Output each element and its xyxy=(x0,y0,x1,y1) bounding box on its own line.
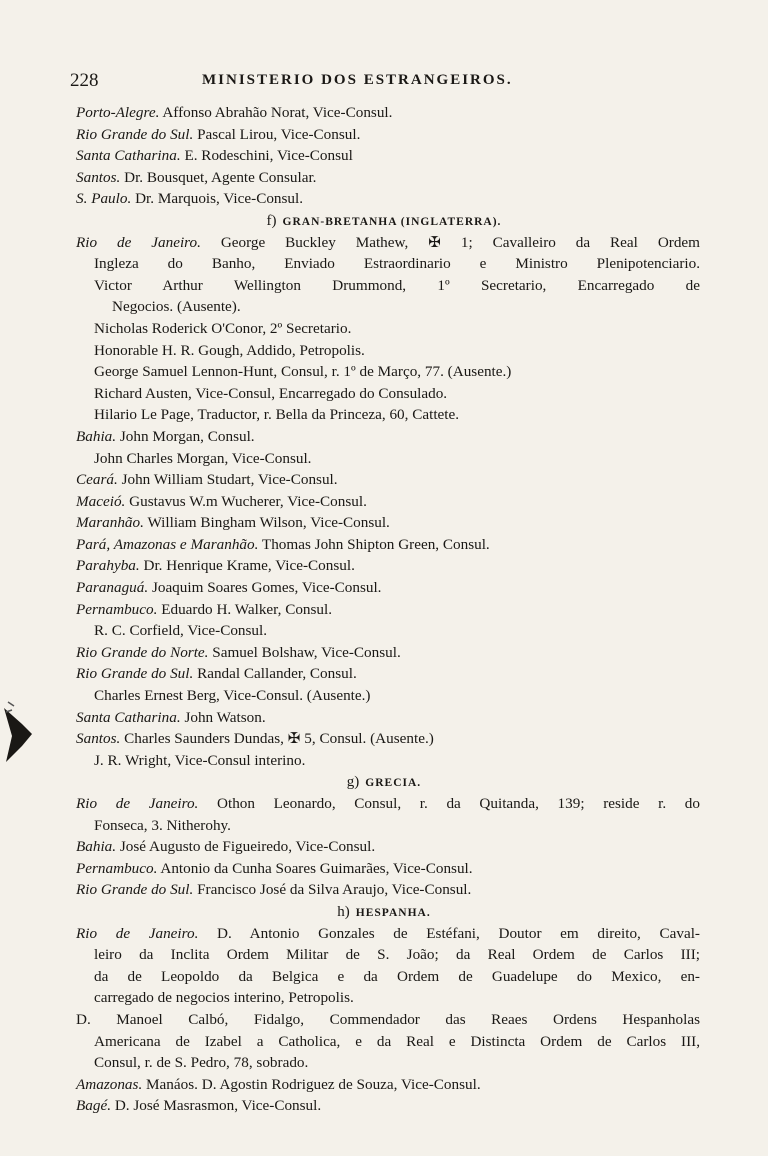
page-body xyxy=(0,102,768,1117)
entry-line xyxy=(0,124,768,146)
continuation-line xyxy=(0,750,768,772)
entry-text: Eduardo H. Walker, Consul. xyxy=(157,600,333,618)
place-name: Rio de Janeiro. xyxy=(76,795,199,812)
place-name: S. Paulo. xyxy=(76,190,132,208)
place-name: Bahia. xyxy=(76,427,117,445)
entry-text: D. Manoel Calbó, Fidalgo, Commendador das Reaes Ordens Hespanholas xyxy=(76,1010,700,1028)
place-name: Paranaguá. xyxy=(76,579,149,597)
entry-text: Negocios. (Ausente). xyxy=(112,298,241,316)
entry-text: D. Antonio Gonzales de Estéfani, Doutor em direito, Caval- xyxy=(198,924,700,942)
entry-text: Charles Ernest Berg, Vice-Consul. (Ausente.) xyxy=(94,687,371,705)
entry-text: Hilario Le Page, Traductor, r. Bella da Princeza, 60, Cattete. xyxy=(94,406,460,424)
entry-line xyxy=(0,491,768,513)
entry-text: E. Rodeschini, Vice-Consul xyxy=(180,147,353,165)
entry-line xyxy=(0,879,768,901)
place-name: Santos. xyxy=(76,730,121,748)
place-name: Pernambuco. xyxy=(76,600,158,618)
place-name: Rio Grande do Norte. xyxy=(76,643,209,661)
entry-text: Joaquim Soares Gomes, Vice-Consul. xyxy=(148,579,382,597)
entry-text: Nicholas Roderick O'Conor, 2º Secretario. xyxy=(94,319,352,337)
entry-line xyxy=(0,1074,768,1096)
place-name: Rio de Janeiro. xyxy=(76,233,201,251)
entry-line xyxy=(0,728,768,750)
entry-line xyxy=(0,555,768,577)
continuation-line xyxy=(0,318,768,340)
continuation-line xyxy=(0,253,700,275)
continuation-line xyxy=(0,340,768,362)
section-title: GRAN-BRETANHA (INGLATERRA). xyxy=(282,215,502,228)
place-name: Rio Grande do Sul. xyxy=(76,665,194,683)
place-name: Bahia. xyxy=(76,838,117,856)
entry-line xyxy=(0,469,768,491)
entry-text: Victor Arthur Wellington Drummond, 1º Secretario, Encarregado de xyxy=(94,276,700,294)
place-name: Amazonas. xyxy=(76,1075,143,1093)
entry-line xyxy=(0,534,768,556)
section-heading xyxy=(0,210,768,232)
entry-text: Consul, r. de S. Pedro, 78, sobrado. xyxy=(94,1054,309,1072)
entry-text: leiro da Inclita Ordem Militar de S. João; da Real Ordem de Carlos III; xyxy=(94,946,700,964)
entry-line xyxy=(0,426,768,448)
continuation-line xyxy=(0,620,768,642)
entry-text: Ingleza do Banho, Enviado Estraordinario e Ministro Plenipotenciario. xyxy=(94,255,700,273)
entry-text: da de Leopoldo da Belgica e da Ordem de Guadelupe do Mexico, en- xyxy=(94,967,700,985)
place-name: Maranhão. xyxy=(76,514,144,532)
section-letter: f) xyxy=(266,212,277,229)
entry-text: Affonso Abrahão Norat, Vice-Consul. xyxy=(159,104,393,121)
entry-line xyxy=(0,1095,768,1117)
entry-text: Manáos. D. Agostin Rodriguez de Souza, Vice-Consul. xyxy=(142,1075,481,1093)
entry-text: Honorable H. R. Gough, Addido, Petropolis. xyxy=(94,341,365,359)
continuation-line xyxy=(0,685,768,707)
continuation-line xyxy=(0,987,768,1009)
entry-line xyxy=(0,232,700,254)
entry-line xyxy=(0,188,768,210)
entry-line xyxy=(0,512,768,534)
place-name: Rio Grande do Sul. xyxy=(76,125,194,143)
entry-line xyxy=(0,642,768,664)
entry-line xyxy=(0,577,768,599)
continuation-line xyxy=(0,404,768,426)
entry-text: R. C. Corfield, Vice-Consul. xyxy=(94,622,268,640)
entry-text: D. José Masrasmon, Vice-Consul. xyxy=(111,1097,322,1115)
entry-text: José Augusto de Figueiredo, Vice-Consul. xyxy=(116,838,376,856)
binding-mark xyxy=(2,700,36,766)
section-title: HESPANHA. xyxy=(355,906,431,919)
continuation-line xyxy=(0,296,768,318)
section-heading xyxy=(0,771,768,793)
entry-text: Pascal Lirou, Vice-Consul. xyxy=(193,125,361,143)
continuation-line xyxy=(0,361,768,383)
entry-text: John Watson. xyxy=(180,708,266,726)
entry-text: J. R. Wright, Vice-Consul interino. xyxy=(94,751,306,769)
entry-text: Randal Callander, Consul. xyxy=(193,665,357,683)
place-name: Santa Catharina. xyxy=(76,147,181,165)
entry-line xyxy=(0,707,768,729)
entry-line xyxy=(0,102,768,124)
entry-text: carregado de negocios interino, Petropolis. xyxy=(94,989,354,1007)
entry-text: Francisco José da Silva Araujo, Vice-Consul. xyxy=(193,881,472,899)
entry-line xyxy=(0,167,768,189)
entry-line xyxy=(0,663,768,685)
place-name: Santa Catharina. xyxy=(76,708,181,726)
entry-text: Fonseca, 3. Nitherohy. xyxy=(94,816,231,834)
entry-text: Thomas John Shipton Green, Consul. xyxy=(258,535,490,553)
entry-text: George Buckley Mathew, ✠ 1; Cavalleiro da Real Ordem xyxy=(200,233,700,251)
entry-text: Dr. Marquois, Vice-Consul. xyxy=(131,190,304,208)
section-heading xyxy=(0,901,768,923)
entry-text: George Samuel Lennon-Hunt, Consul, r. 1º de Março, 77. (Ausente.) xyxy=(94,363,512,381)
entry-text: John Charles Morgan, Vice-Consul. xyxy=(94,449,312,467)
page-header xyxy=(70,70,710,94)
entry-text: Americana de Izabel a Catholica, e da Real e Distincta Ordem de Carlos III, xyxy=(94,1032,700,1050)
entry-line xyxy=(0,599,768,621)
entry-text: Gustavus W.m Wucherer, Vice-Consul. xyxy=(125,492,367,510)
continuation-line xyxy=(0,1052,768,1074)
place-name: Parahyba. xyxy=(76,557,140,575)
entry-text: Richard Austen, Vice-Consul, Encarregado do Consulado. xyxy=(94,384,448,402)
continuation-line xyxy=(0,1009,700,1031)
entry-text: Dr. Bousquet, Agente Consular. xyxy=(120,168,317,186)
place-name: Bagé. xyxy=(76,1097,112,1115)
place-name: Santos. xyxy=(76,168,121,186)
place-name: Porto-Alegre. xyxy=(76,104,160,121)
section-letter: g) xyxy=(346,774,360,791)
place-name: Rio de Janeiro. xyxy=(76,924,199,942)
page-number: 228 xyxy=(70,70,99,91)
entry-line xyxy=(0,145,768,167)
entry-text: John William Studart, Vice-Consul. xyxy=(117,471,338,489)
continuation-line xyxy=(0,1031,700,1053)
place-name: Pernambuco. xyxy=(76,859,158,877)
entry-line xyxy=(0,858,768,880)
entry-text: John Morgan, Consul. xyxy=(116,427,255,445)
continuation-line xyxy=(0,383,768,405)
section-letter: h) xyxy=(337,903,350,920)
place-name: Maceió. xyxy=(76,492,126,510)
entry-text: Samuel Bolshaw, Vice-Consul. xyxy=(208,643,401,661)
entry-line xyxy=(0,923,700,945)
section-title: GRECIA. xyxy=(365,777,422,790)
running-title: MINISTERIO DOS ESTRANGEIROS. xyxy=(202,72,513,88)
continuation-line xyxy=(0,966,700,988)
entry-text: Othon Leonardo, Consul, r. da Quitanda, 139; reside r. do xyxy=(198,795,700,812)
entry-text: Charles Saunders Dundas, ✠ 5, Consul. (Ausente.) xyxy=(120,730,434,748)
continuation-line xyxy=(0,275,700,297)
place-name: Pará, Amazonas e Maranhão. xyxy=(76,535,259,553)
continuation-line xyxy=(0,448,768,470)
place-name: Rio Grande do Sul. xyxy=(76,881,194,899)
entry-text: Antonio da Cunha Soares Guimarães, Vice-Consul. xyxy=(157,859,473,877)
entry-line xyxy=(0,793,700,815)
entry-text: William Bingham Wilson, Vice-Consul. xyxy=(143,514,390,532)
place-name: Ceará. xyxy=(76,471,118,489)
continuation-line xyxy=(0,944,700,966)
continuation-line xyxy=(0,815,768,837)
entry-text: Dr. Henrique Krame, Vice-Consul. xyxy=(139,557,355,575)
entry-line xyxy=(0,836,768,858)
